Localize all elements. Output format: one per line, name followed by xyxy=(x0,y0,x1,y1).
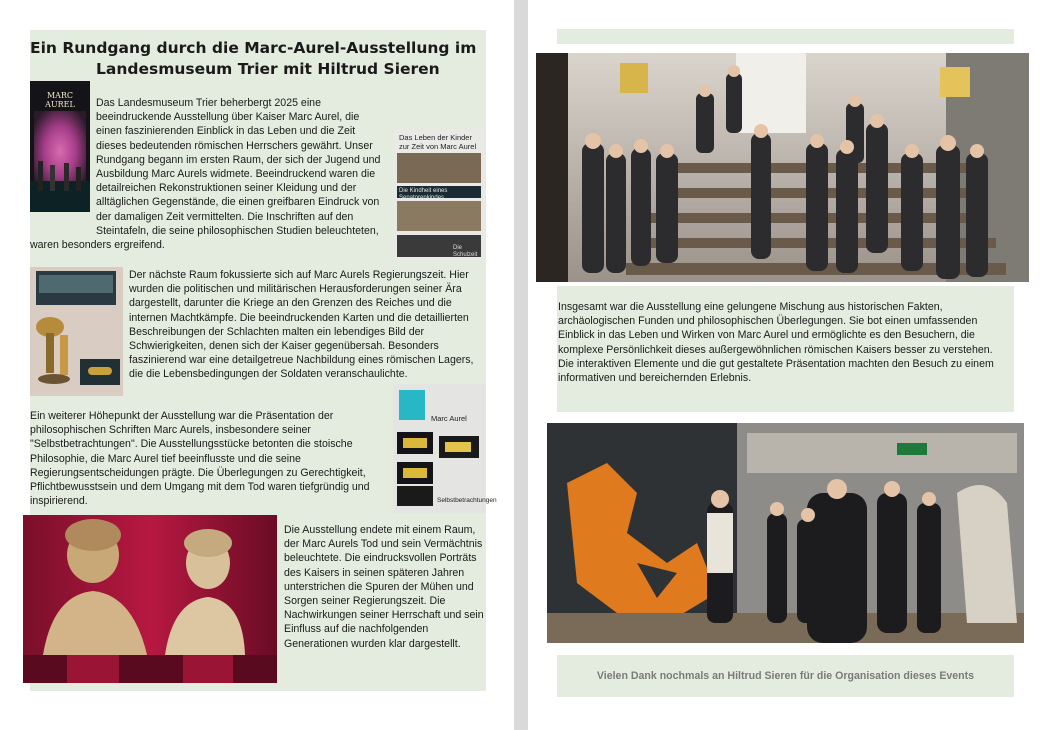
paragraph-2: Der nächste Raum fokussierte sich auf Marc Aurels Regierungszeit. Hier wurden die politischen und militärischen Herausforderungen seiner Ära dargestellt, darunter die Kriege an den Grenzen des Reiches und die internen Machtkämpfe. Die beeindruckenden Karten und die detaillierten Beschreibungen der Schlachten malten ein lebendiges Bild der Schwierigkeiten, denen sich der Kaiser gegenübersah. Besonders faszinierend war eine detailgetreue Nachbildung eines römischen Lagers, die die Lebensbedingungen der Soldaten veranschaulichte. xyxy=(129,269,474,381)
panel-caption-1: Das Leben der Kinder zur Zeit von Marc Aurel xyxy=(399,133,477,151)
marcus-aurelius-busts-photo xyxy=(23,515,277,683)
right-page xyxy=(528,0,1040,730)
group-photo-staircase xyxy=(536,53,1029,282)
paragraph-1: Das Landesmuseum Trier beherbergt 2025 eine beeindruckende Ausstellung über Kaiser Marc Aurel, die einen faszinierenden Einblick in das Leben und die Zeit dieses bedeutenden römischen Herrschers gewährt. Unser Rundgang begann im ersten Raum, der sich der Jugend und Ausbildung Marc Aurels widmete. Beeindruckend waren die detailreichen Rekonstruktionen seiner Kleidung und der alltäglichen Gegenstände, die einen greifbaren Eindruck von der damaligen Zeit vermittelten. Die Inschriften auf den Steintafeln, die seine philosophischen Studien beleuchteten, waren besonders ergreifend. xyxy=(30,97,381,252)
summary-text: Insgesamt war die Ausstellung eine gelungene Mischung aus historischen Fakten, archäologischen Funden und philosophischen Überlegungen. Sie bot einen umfassenden Einblick in das Leben und Wirken von Marc Aurel und ermöglichte es den Besuchern, die komplexe Persönlichkeit dieses außergewöhnlichen römischen Kaisers besser zu verstehen. Die interaktiven Elemente und die gut gestaltete Präsentation machten den Besuch zu einem informativen und bereichernden Erlebnis. xyxy=(558,301,994,385)
thanks-note: Vielen Dank nochmals an Hiltrud Sieren für die Organisation dieses Events xyxy=(596,670,975,682)
panel-caption-3: Die Schulzeit xyxy=(453,245,478,258)
philosophy-panel-photo xyxy=(393,384,497,513)
block-4 xyxy=(284,523,484,651)
military-exhibit-photo xyxy=(30,267,123,396)
poster-title: MARC AUREL xyxy=(45,91,75,109)
title-line-2: Landesmuseum Trier mit Hiltrud Sieren xyxy=(96,60,440,78)
left-page xyxy=(0,0,514,730)
paragraph-3: Ein weiterer Höhepunkt der Ausstellung war die Präsentation der philosophischen Schriften Marc Aurels, insbesondere seiner "Selbstbetrachtungen". Die Ausstellungsstücke betonten die stoische Philosophie, die Marc Aurel tief beeinflusste und die seine Regierungsentscheidungen prägte. Die Überlegungen zu Gerechtigkeit, Pflichtbewusstsein und dem Umgang mit dem Tod waren tiefgründig und inspirierend. xyxy=(30,410,370,508)
panel-caption-2: Die Kindheit eines Senatorenkindes xyxy=(399,188,448,201)
title-line-1: Ein Rundgang durch die Marc-Aurel-Ausstellung im xyxy=(30,39,477,57)
exhibition-poster-photo xyxy=(30,81,90,212)
paragraph-4: Die Ausstellung endete mit einem Raum, der Marc Aurels Tod und sein Vermächtnis beleuchtete. Die eindrucksvollen Porträts des Kaisers in seinen späteren Jahren unterstrichen die Spuren der Mühen und Sorgen seiner Regierungszeit. Die Nachwirkungen seiner Herrschaft und sein Einfluss auf die nachfolgenden Generationen wurden klar dargestellt. xyxy=(284,524,484,650)
guided-tour-map-photo xyxy=(547,423,1024,643)
philosophy-caption-1: Marc Aurel xyxy=(431,414,467,423)
philosophy-caption-2: Selbstbetrachtungen xyxy=(437,497,497,504)
childhood-panels-photo xyxy=(393,129,485,260)
top-strip xyxy=(557,29,1014,44)
article-title xyxy=(30,38,486,80)
